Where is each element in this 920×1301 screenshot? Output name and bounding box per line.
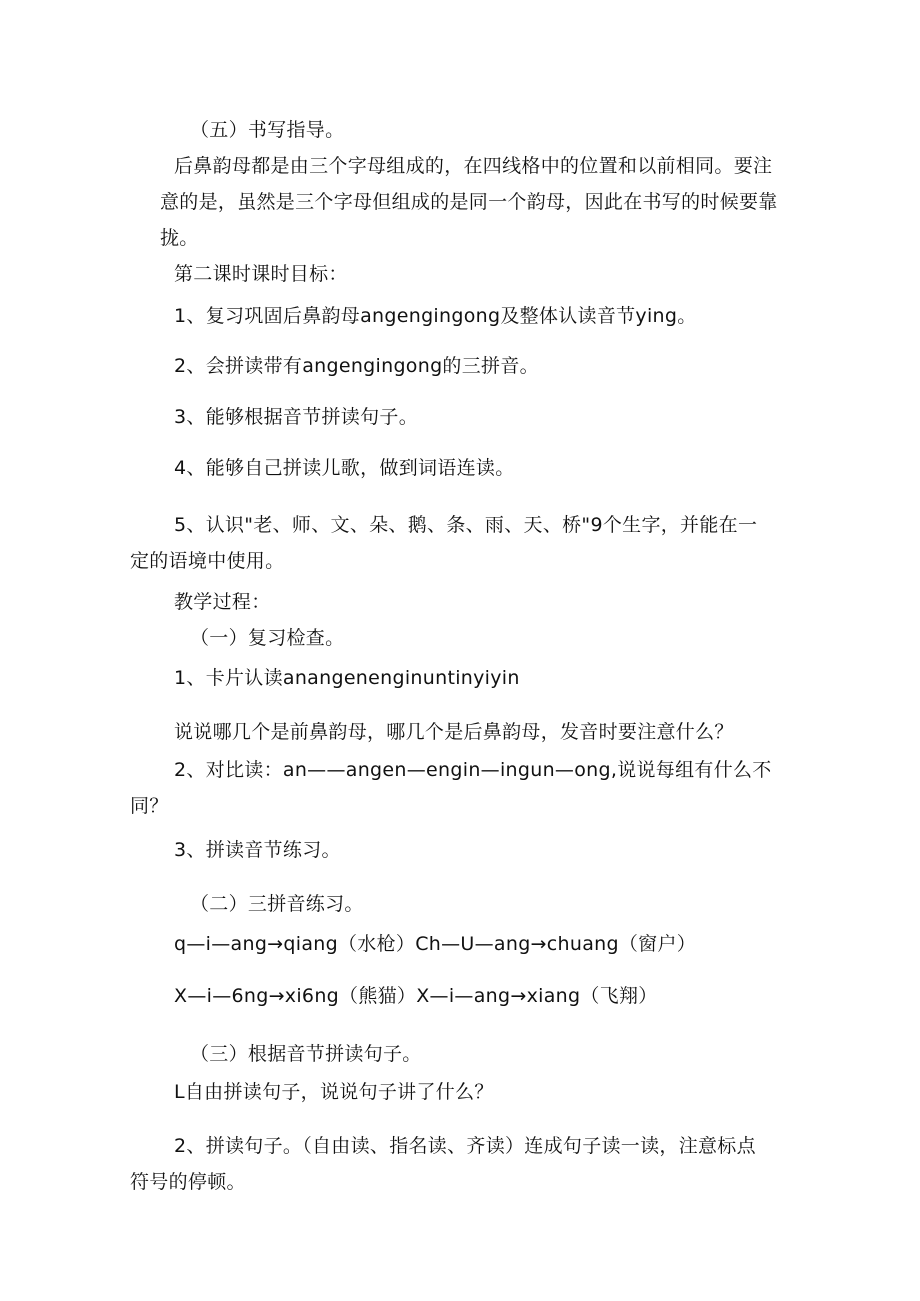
paragraph-back-nasal-writing <box>160 148 778 256</box>
pinyin-example-line-1: q—i—ang→qiang（水枪）Ch—U—ang→chuang（窗户） <box>174 933 697 955</box>
pinyin-example-line-2: X—i—6ng→xi6ng（熊猫）X—i—ang→xiang（飞翔） <box>174 985 658 1007</box>
text-line: 后鼻韵母都是由三个字母组成的，在四线格中的位置和以前相同。要注 <box>174 155 773 177</box>
heading-second-lesson-goals: 第二课时课时目标： <box>174 263 348 285</box>
review-question: 说说哪几个是前鼻韵母，哪几个是后鼻韵母，发音时要注意什么？ <box>174 721 734 743</box>
text-line: 2、拼读句子。（自由读、指名读、齐读）连成句子读一读，注意标点 <box>174 1135 756 1157</box>
goal-item-1: 1、复习巩固后鼻韵母angengingong及整体认读音节ying。 <box>174 305 697 327</box>
heading-three-part-pinyin: （二）三拼音练习。 <box>190 893 364 915</box>
text-line: 拢。 <box>160 227 199 249</box>
heading-teaching-process: 教学过程： <box>174 591 271 613</box>
text-line: 5、认识"老、师、文、朵、鹅、条、雨、天、桥"9个生字，并能在一 <box>174 514 758 536</box>
review-item-1: 1、卡片认读anangenenginuntinyiyin <box>174 667 520 689</box>
heading-read-sentences: （三）根据音节拼读句子。 <box>190 1043 422 1065</box>
text-line: 意的是，虽然是三个字母但组成的是同一个韵母，因此在书写的时候要靠 <box>160 191 778 213</box>
goal-item-4: 4、能够自己拼读儿歌，做到词语连读。 <box>174 457 515 479</box>
text-line: 2、对比读：an——angen—engin—ingun—ong,说说每组有什么不 <box>174 759 772 781</box>
goal-item-3: 3、能够根据音节拼读句子。 <box>174 406 418 428</box>
heading-writing-guidance: （五）书写指导。 <box>190 119 345 141</box>
review-item-2 <box>130 752 772 824</box>
text-line: 符号的停顿。 <box>130 1171 246 1193</box>
heading-review-check: （一）复习检查。 <box>190 627 345 649</box>
review-item-3: 3、拼读音节练习。 <box>174 839 341 861</box>
text-line: 定的语境中使用。 <box>130 550 285 572</box>
text-line: 同？ <box>130 795 169 817</box>
goal-item-2: 2、会拼读带有angengingong的三拼音。 <box>174 355 539 377</box>
sentence-item-1: L自由拼读句子，说说句子讲了什么？ <box>174 1081 494 1103</box>
sentence-item-2 <box>130 1128 756 1200</box>
goal-item-5 <box>130 507 758 579</box>
